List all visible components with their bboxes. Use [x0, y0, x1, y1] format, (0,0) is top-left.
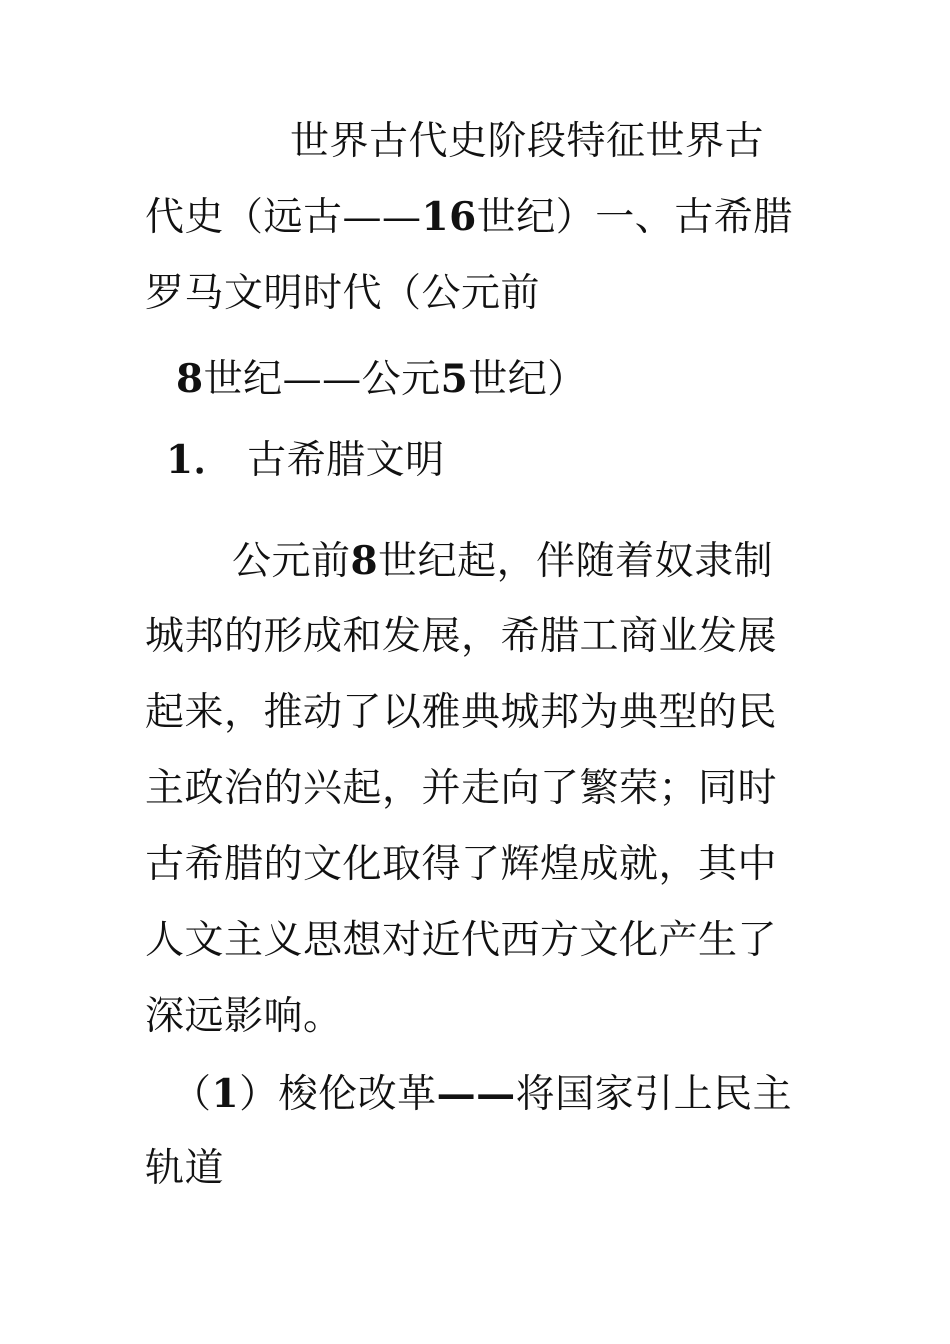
title-text: 代史（远古——	[145, 195, 422, 240]
title-text: 世界古代史阶段特征世界古	[290, 119, 765, 164]
item-bracket: （	[172, 1072, 212, 1117]
paragraph-line-7	[145, 993, 343, 1041]
paragraph-line-4	[145, 765, 777, 813]
title-text: 世纪）一、古希腊	[476, 195, 793, 240]
subtitle-line	[176, 355, 587, 404]
list-item-1	[172, 1070, 792, 1119]
paragraph-line-2	[145, 613, 777, 661]
title-number: 16	[421, 194, 477, 240]
paragraph-text: 世纪起，伴随着奴隶制	[378, 539, 774, 584]
title-line-2	[145, 193, 793, 242]
paragraph-line-5	[145, 841, 777, 889]
paragraph-text: 主政治的兴起，并走向了繁荣；同时	[145, 766, 778, 811]
subtitle-number: 5	[440, 356, 469, 402]
section-title: 古希腊文明	[247, 438, 445, 483]
title-line-1	[290, 118, 764, 166]
paragraph-number: 8	[350, 538, 379, 584]
paragraph-text: 人文主义思想对近代西方文化产生了	[145, 918, 778, 963]
subtitle-number: 8	[176, 356, 204, 402]
section-heading	[166, 436, 445, 485]
paragraph-line-3	[145, 689, 777, 737]
item-text: 将国家引上民主	[515, 1072, 793, 1117]
subtitle-text: 世纪）	[468, 357, 587, 402]
subtitle-text: 世纪——公元	[203, 357, 441, 402]
title-line-3	[145, 270, 540, 318]
item-dash: ——	[436, 1071, 516, 1117]
paragraph-text: 古希腊的文化取得了辉煌成就，其中	[145, 842, 778, 887]
item-text: 轨道	[145, 1146, 225, 1191]
item-text: ）梭伦改革	[239, 1072, 437, 1117]
list-item-1-continuation	[145, 1145, 224, 1193]
paragraph-text: 公元前	[232, 539, 351, 584]
paragraph-text: 深远影响。	[145, 994, 343, 1039]
paragraph-text: 起来，推动了以雅典城邦为典型的民	[145, 690, 778, 735]
paragraph-line-6	[145, 917, 777, 965]
paragraph-line-1	[232, 537, 773, 586]
section-number: 1．	[166, 437, 234, 483]
item-number: 1	[211, 1071, 240, 1117]
paragraph-text: 城邦的形成和发展，希腊工商业发展	[145, 614, 778, 659]
title-text: 罗马文明时代（公元前	[145, 271, 541, 316]
